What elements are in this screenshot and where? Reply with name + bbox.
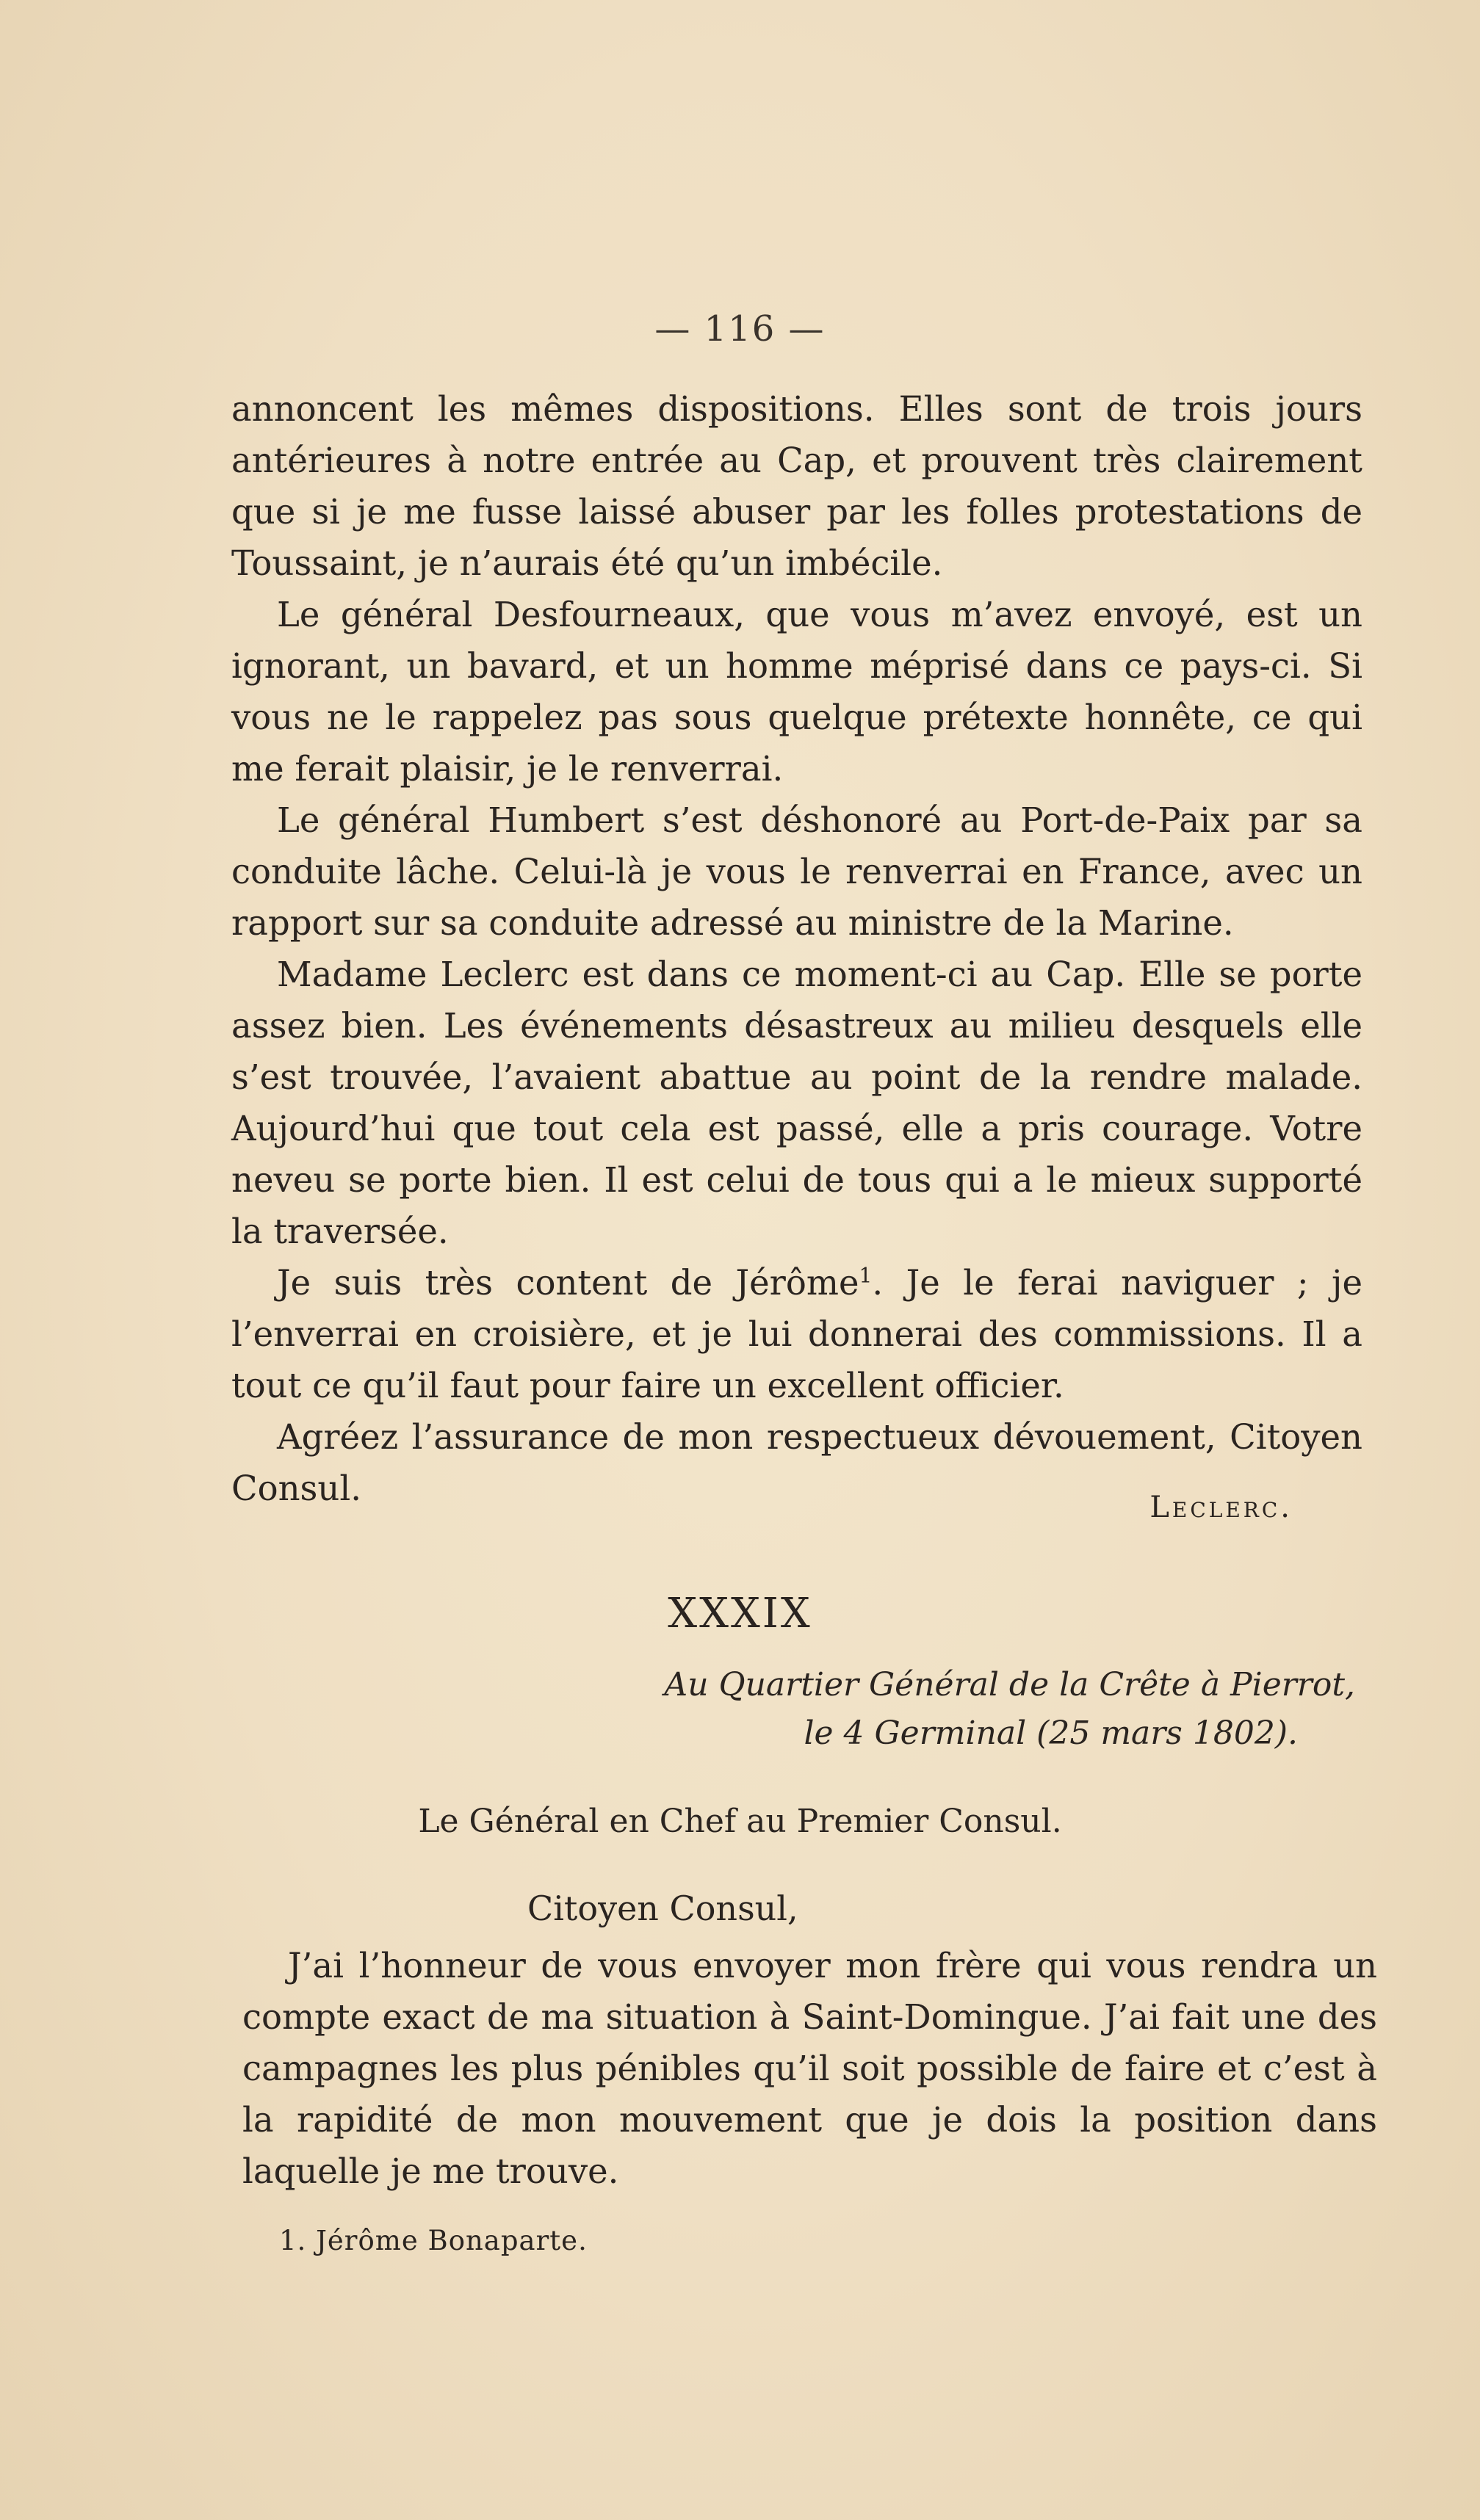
previous-letter-text: [231, 383, 1362, 1514]
paragraph-desfourneaux: Le général Desfourneaux, que vous m’avez envoyé, est un ignorant, un bavard, et un homme méprisé dans ce pays-ci. Si vous ne le rappelez pas sous quelque prétexte honnête, ce qui me ferait plaisir, je le renverrai.: [231, 595, 1362, 789]
paragraph-madame-leclerc: Madame Leclerc est dans ce moment-ci au Cap. Elle se porte assez bien. Les événements désastreux au milieu desquels elle s’est trouvée, l’avaient abattue au point de la rendre malade. Aujourd’hui que tout cela est passé, elle a pris courage. Votre neveu se porte bien. Il est celui de tous qui a le mieux supporté la traversée.: [231, 955, 1362, 1251]
paragraph-letter-body: J’ai l’honneur de vous envoyer mon frère qui vous rendra un compte exact de ma situation à Saint-Domingue. J’ai fait une des campagnes les plus pénibles qu’il soit possible de faire et c’est à la rapidité de mon mouvement que je dois la position dans laquelle je me trouve.: [242, 1946, 1377, 2191]
dateline-place: Au Quartier Général de la Crête à Pierrot,: [664, 1666, 1355, 1703]
footnote-reference: 1: [859, 1263, 873, 1288]
letter-body: [242, 1940, 1377, 2197]
dateline: [621, 1661, 1355, 1758]
letter-address: Le Général en Chef au Premier Consul.: [418, 1803, 1062, 1840]
signature-leclerc: Leclerc.: [1149, 1491, 1293, 1524]
paragraph-jerome: [231, 1257, 1362, 1411]
dateline-date: le 4 Germinal (25 mars 1802).: [804, 1715, 1298, 1752]
letter-salutation: Citoyen Consul,: [527, 1889, 798, 1928]
page-number: — 116 —: [654, 308, 826, 350]
paragraph-continuation: annoncent les mêmes dispositions. Elles sont de trois jours antérieures à notre entrée au Cap, et prouvent très clairement que si je me fusse laissé abuser par les folles protestations de Toussaint, je n’aurais été qu’un imbécile.: [231, 389, 1362, 583]
letter-number-heading: XXXIX: [668, 1590, 812, 1637]
footnote: [279, 2225, 588, 2256]
paragraph-closing: Agréez l’assurance de mon respectueux dévouement, Citoyen Consul.: [231, 1417, 1362, 1508]
jerome-text-before: Je suis très content de Jérôme: [277, 1263, 859, 1303]
paragraph-humbert: Le général Humbert s’est déshonoré au Port-de-Paix par sa conduite lâche. Celui-là je vous le renverrai en France, avec un rapport sur sa conduite adressé au ministre de la Marine.: [231, 800, 1362, 943]
footnote-label: 1.: [279, 2225, 307, 2256]
jerome-text-after: . Je le ferai naviguer ; je l’enverrai en croisière, et je lui donnerai des commissions. Il a tout ce qu’il faut pour faire un excellent officier.: [231, 1263, 1362, 1405]
footnote-text: Jérôme Bonaparte.: [316, 2225, 588, 2256]
